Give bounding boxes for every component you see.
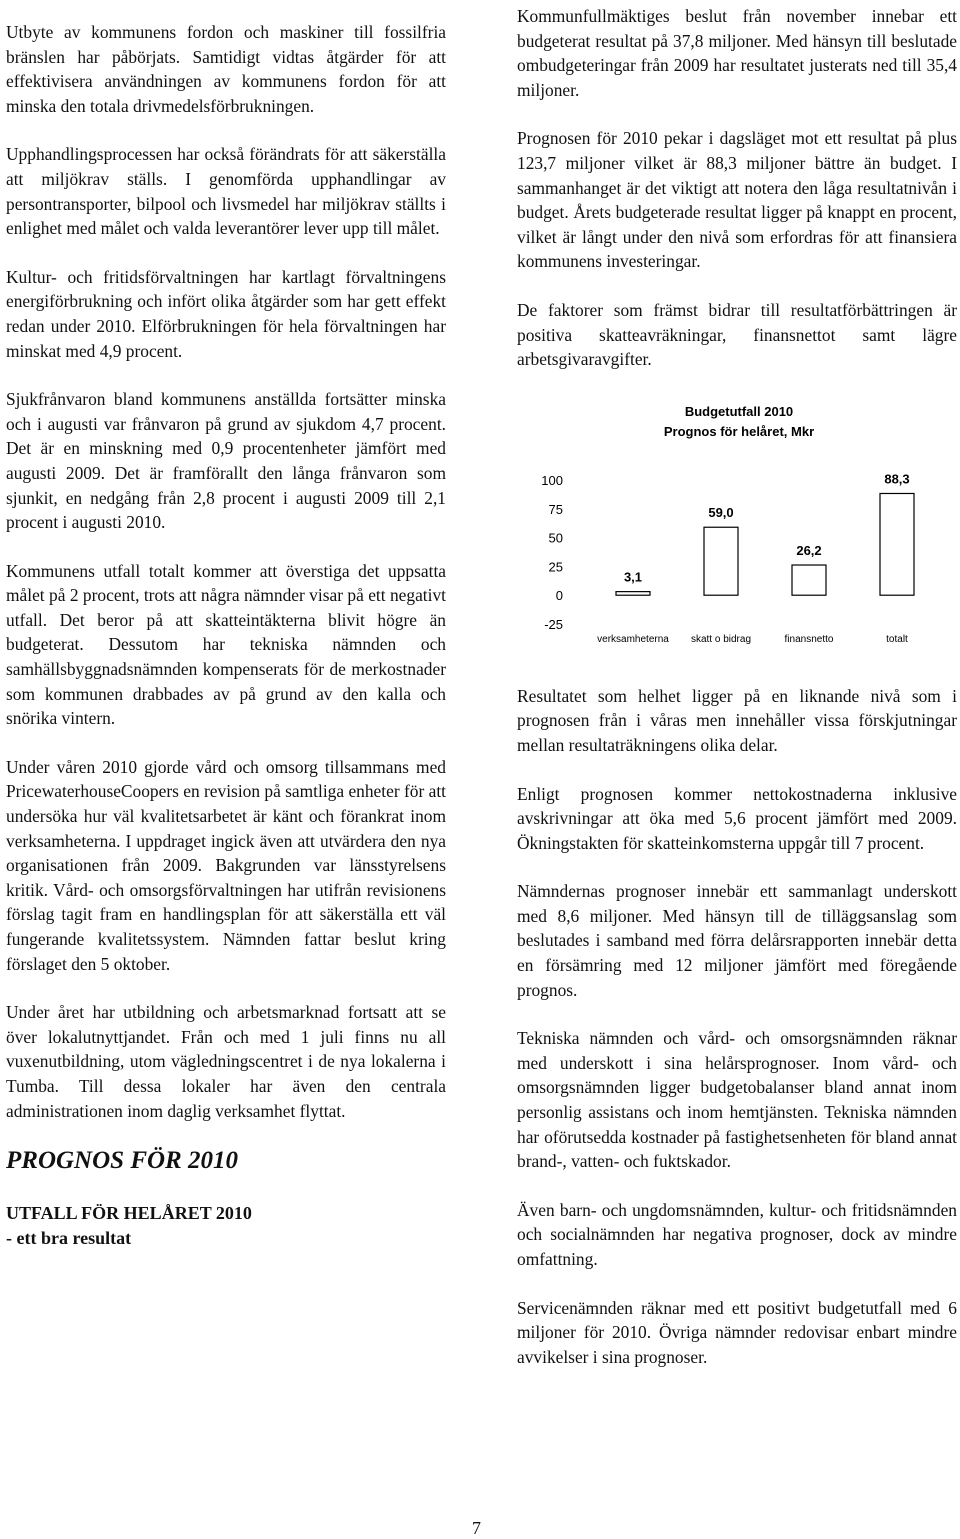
paragraph-servicenamnden: Servicenämnden räknar med ett positivt budgetutfall med 6 miljoner för 2010. Övriga nämnder redovisar enbart mindre avvikelser i sina prognoser. xyxy=(517,1297,957,1367)
budget-chart xyxy=(517,394,957,662)
y-tick-label: 0 xyxy=(555,587,563,603)
budget-chart-svg xyxy=(517,394,957,662)
chart-bar xyxy=(880,493,914,595)
paragraph-kultur: Kultur- och fritidsförvaltningen har kartlagt förvaltningens energiförbrukning och infört olika åtgärder som har gett effekt redan under 2010. Elförbrukningen för hela förvaltningen har minskat med 4,9 procent. xyxy=(6,266,446,361)
data-label: 59,0 xyxy=(708,504,734,520)
chart-bar xyxy=(704,527,738,595)
data-label: 26,2 xyxy=(796,542,822,558)
subsection-subtitle: - ett bra resultat xyxy=(6,1228,132,1249)
paragraph-vard-omsorg: Under våren 2010 gjorde vård och omsorg tillsammans med PricewaterhouseCoopers en revision på samtliga enheter för att undersöka hur väl kvalitetsarbetet är känt och förankrat inom verksamheterna. I uppdraget ingick även att utvärdera den nya organisationen från 2009. Bakgrunden var länsstyrelsens kritik. Vård- och omsorgsförvaltningen har utifrån revisionens förslag tagit fram en handlingsplan för att säkerställa ett väl fungerande kvalitetssystem. Nämnden fattar beslut kring förslaget den 5 oktober. xyxy=(6,756,446,974)
paragraph-kommunens-utfall: Kommunens utfall totalt kommer att överstiga det uppsatta målet på 2 procent, trots att några nämnder visar på ett negativt utfall. Det beror på att skatteintäkterna blivit högre än budgeterat. Dessutom har tekniska nämnden och samhällsbyggnadsnämnden kompenserats för de merkostnader som kommunen drabbades av på grund av den kalla och snörika vintern. xyxy=(6,560,446,729)
paragraph-fordon: Utbyte av kommunens fordon och maskiner till fossilfria bränslen har påbörjats. Samtidigt vidtas åtgärder för att effektivisera användningen av kommunens fordon för att minska den totala drivmedelsförbrukningen. xyxy=(6,22,446,116)
chart-bar xyxy=(616,591,650,595)
section-heading: PROGNOS FÖR 2010 xyxy=(6,1147,238,1175)
category-label: skatt o bidrag xyxy=(690,633,752,645)
chart-subtitle: Prognos för helåret, Mkr xyxy=(663,423,815,439)
right-column xyxy=(517,4,957,1393)
paragraph-resultatet: Resultatet som helhet ligger på en liknande nivå som i prognosen från i våras men innehåller vissa förskjutningar mellan resultaträkningens olika delar. xyxy=(517,685,957,755)
paragraph-namndernas-prognoser: Nämndernas prognoser innebär ett sammanlagt underskott med 8,6 miljoner. Med hänsyn till de tilläggsanslag som beslutades i samband med förra delårsrapporten innebär detta en försämring med 12 miljoner jämfört med föregående prognos. xyxy=(517,881,957,1000)
paragraph-kf-beslut: Kommunfullmäktiges beslut från november innebar ett budgeterat resultat på 37,8 miljoner. Med hänsyn till beslutade ombudgeteringar från 2009 har resultatet justerats ned till 35,4 miljoner. xyxy=(517,6,957,100)
paragraph-faktorer: De faktorer som främst bidrar till resultatförbättringen är positiva skatteavräkningar, finansnettot samt lägre arbetsgivaravgifter. xyxy=(517,299,957,370)
paragraph-prognosen: Prognosen för 2010 pekar i dagsläget mot ett resultat på plus 123,7 miljoner vilket är 88,3 miljoner bättre än budget. I sammanhanget är det viktigt att notera den låga resultatnivån i budget. Årets budgeterade resultat ligger på knappt en procent, vilket är långt under den nivå som erfordras för att finansiera kommunens investeringar. xyxy=(517,128,957,272)
y-tick-label: 50 xyxy=(548,530,563,546)
y-tick-label: -25 xyxy=(544,616,563,632)
y-tick-label: 25 xyxy=(548,559,563,575)
y-tick-label: 75 xyxy=(548,501,563,517)
paragraph-utbildning: Under året har utbildning och arbetsmarknad fortsatt att se över lokalutnyttjandet. Från och med 1 juli finns nu all vuxenutbildning, utom vägledningscentret i de nya lokalerna i Tumba. Till dessa lokaler har även den centrala administrationen inom daglig verksamhet flyttat. xyxy=(6,1002,446,1121)
category-label: verksamheterna xyxy=(597,633,669,645)
paragraph-barn-ungdom: Även barn- och ungdomsnämnden, kultur- och fritidsnämnden och socialnämnden har negativa prognoser, dock av mindre omfattning. xyxy=(517,1199,957,1269)
data-label: 3,1 xyxy=(623,569,643,585)
data-label: 88,3 xyxy=(884,471,910,487)
page-number: 7 xyxy=(472,1518,481,1538)
category-label: totalt xyxy=(886,633,908,645)
subsection-heading: UTFALL FÖR HELÅRET 2010 xyxy=(6,1203,252,1224)
paragraph-nettokostnader: Enligt prognosen kommer nettokostnaderna inklusive avskrivningar att öka med 5,6 procent jämfört med 2009. Ökningstakten för skatteinkomsterna uppgår till 7 procent. xyxy=(517,783,957,853)
chart-bar xyxy=(792,565,826,595)
paragraph-tekniska: Tekniska nämnden och vård- och omsorgsnämnden räknar med underskott i sina helårsprognoser. Inom vård- och omsorgsnämnden ligger budgetobalanser bland annat inom personlig assistans och inom hemtjänsten. Tekniska nämnden har oförutsedda kostnader på fastighetsenheten för bland annat brand-, vatten- och fuktskador. xyxy=(517,1028,957,1172)
category-label: finansnetto xyxy=(784,633,834,645)
paragraph-sjukfranvaro: Sjukfrånvaron bland kommunens anställda fortsätter minska och i augusti var frånvaron på grund av sjukdom 4,7 procent. Det är en minskning med 0,9 procentenheter jämfört med augusti 2009. Det är framförallt den långa frånvaron som sjunkit, en nedgång från 2,8 procent i augusti 2009 till 2,1 procent i augusti 2010. xyxy=(6,389,446,533)
paragraph-upphandling: Upphandlingsprocessen har också förändrats för att säkerställa att miljökrav ställs. I genomförda upphandlingar av persontransporter, bilpool och livsmedel har miljökrav ställts i enlighet med målet och valda leverantörer lever upp till målet. xyxy=(6,144,446,239)
y-tick-label: 100 xyxy=(541,472,563,488)
left-column xyxy=(6,20,446,1251)
chart-title: Budgetutfall 2010 xyxy=(684,403,794,419)
